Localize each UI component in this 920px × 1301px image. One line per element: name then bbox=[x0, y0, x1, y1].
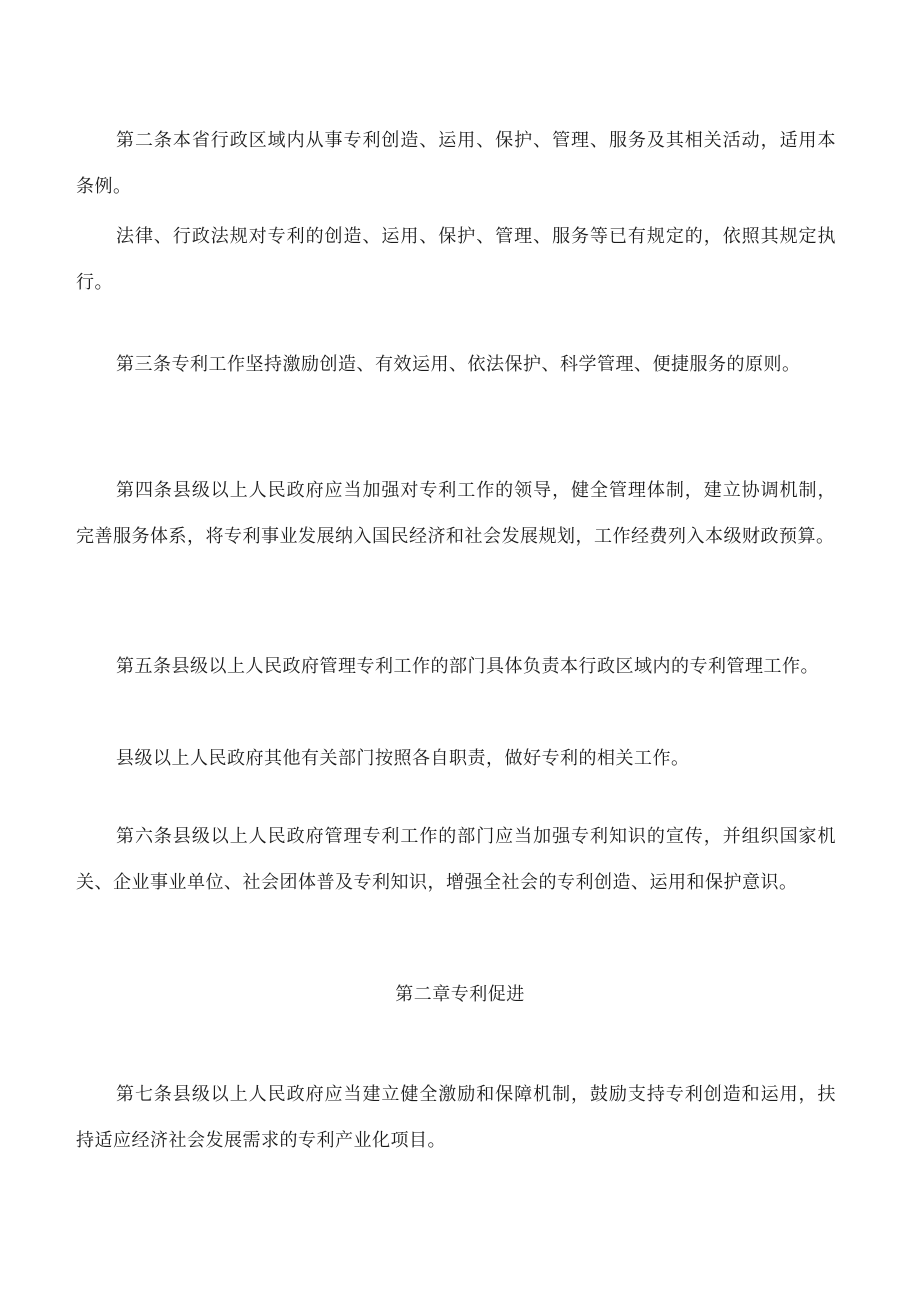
article-5-paragraph: 第五条县级以上人民政府管理专利工作的部门具体负责本行政区域内的专利管理工作。 bbox=[116, 656, 819, 677]
article-6-paragraph: 第六条县级以上人民政府管理专利工作的部门应当加强专利知识的宣传，并组织国家机关、企业事业单位、社会团体普及专利知识，增强全社会的专利创造、运用和保护意识。 bbox=[76, 826, 836, 893]
article-2-paragraph: 第二条本省行政区域内从事专利创造、运用、保护、管理、服务及其相关活动，适用本条例。 bbox=[76, 130, 836, 197]
article-3-paragraph: 第三条专利工作坚持激励创造、有效运用、依法保护、科学管理、便捷服务的原则。 bbox=[116, 354, 801, 375]
chapter-heading: 第二章专利促进 bbox=[395, 984, 525, 1005]
article-7-paragraph: 第七条县级以上人民政府应当建立健全激励和保障机制，鼓励支持专利创造和运用，扶持适应经济社会发展需求的专利产业化项目。 bbox=[76, 1084, 836, 1151]
article-5-supplement-paragraph: 县级以上人民政府其他有关部门按照各自职责，做好专利的相关工作。 bbox=[116, 748, 690, 769]
article-2-supplement-paragraph: 法律、行政法规对专利的创造、运用、保护、管理、服务等已有规定的，依照其规定执行。 bbox=[76, 226, 836, 293]
article-4-paragraph: 第四条县级以上人民政府应当加强对专利工作的领导，健全管理体制，建立协调机制，完善服务体系，将专利事业发展纳入国民经济和社会发展规划，工作经费列入本级财政预算。 bbox=[76, 480, 836, 547]
